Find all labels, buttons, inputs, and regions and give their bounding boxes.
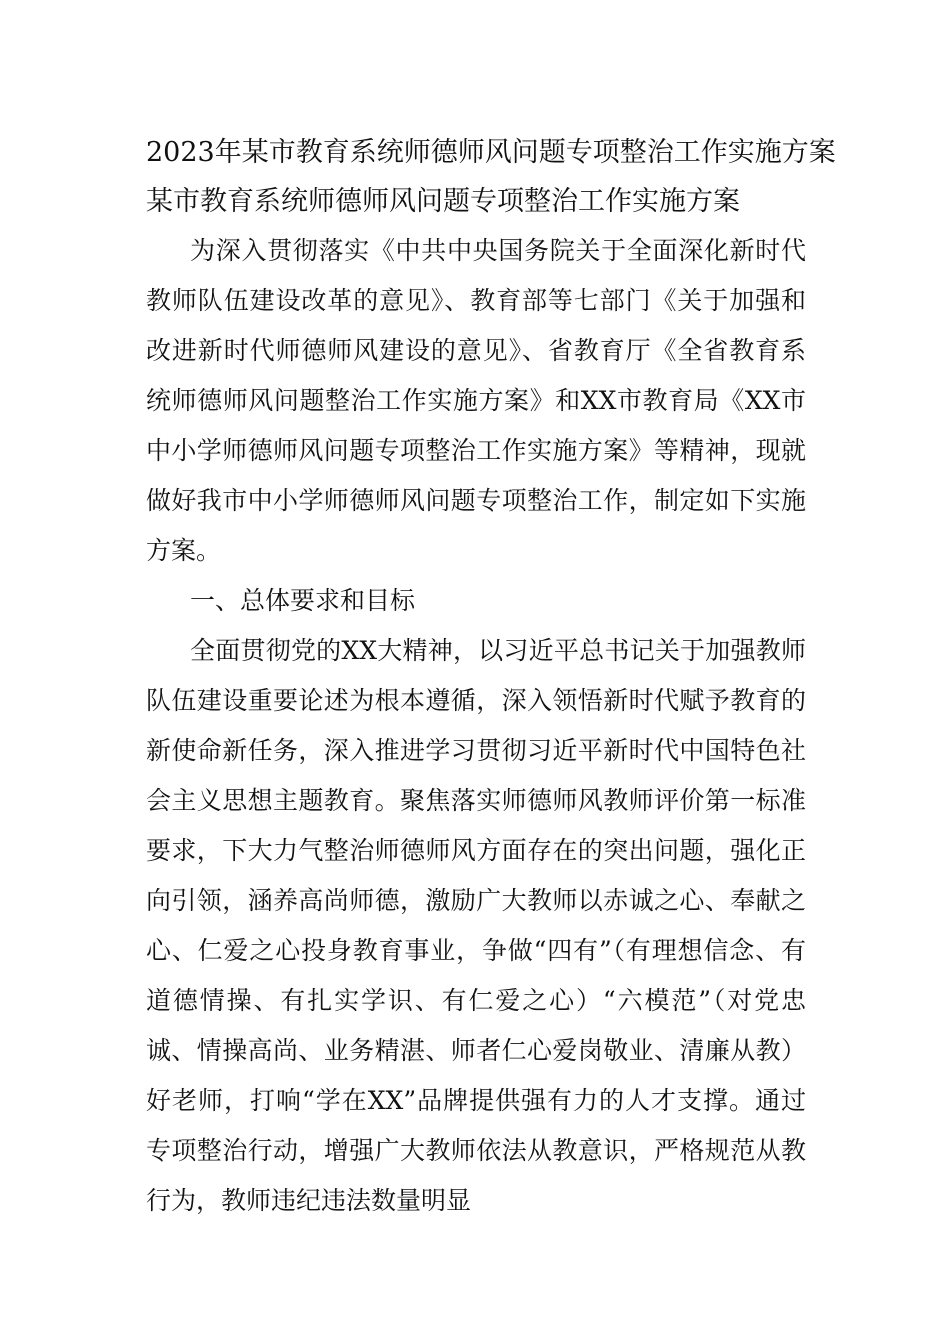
section-heading: 一、总体要求和目标 bbox=[190, 586, 416, 615]
intro-paragraph: 为深入贯彻落实《中共中央国务院关于全面深化新时代教师队伍建设改革的意见》、教育部等七部门《关于加强和改进新时代师德师风建设的意见》、省教育厅《全省教育系统师德师风问题整治工作实施方案》和XX市教育局《XX市中小学师德师风问题专项整治工作实施方案》等精神，现就做好我市中小学师德师风问题专项整治工作，制定如下实施方案。 bbox=[146, 236, 806, 565]
document-subtitle: 某市教育系统师德师风问题专项整治工作实施方案 bbox=[146, 186, 740, 217]
document-title: 2023年某市教育系统师德师风问题专项整治工作实施方案 bbox=[146, 137, 836, 168]
section-paragraph: 全面贯彻党的XX大精神，以习近平总书记关于加强教师队伍建设重要论述为根本遵循，深入领悟新时代赋予教育的新使命新任务，深入推进学习贯彻习近平新时代中国特色社会主义思想主题教育。聚焦落实师德师风教师评价第一标准要求，下大力气整治师德师风方面存在的突出问题，强化正向引领，涵养高尚师德，激励广大教师以赤诚之心、奉献之心、仁爱之心投身教育事业，争做“四有”（有理想信念、有道德情操、有扎实学识、有仁爱之心）“六模范”（对党忠诚、情操高尚、业务精湛、师者仁心爱岗敬业、清廉从教）好老师，打响“学在XX”品牌提供强有力的人才支撑。通过专项整治行动，增强广大教师依法从教意识，严格规范从教行为，教师违纪违法数量明显 bbox=[146, 636, 806, 1215]
document-body bbox=[146, 128, 836, 1226]
